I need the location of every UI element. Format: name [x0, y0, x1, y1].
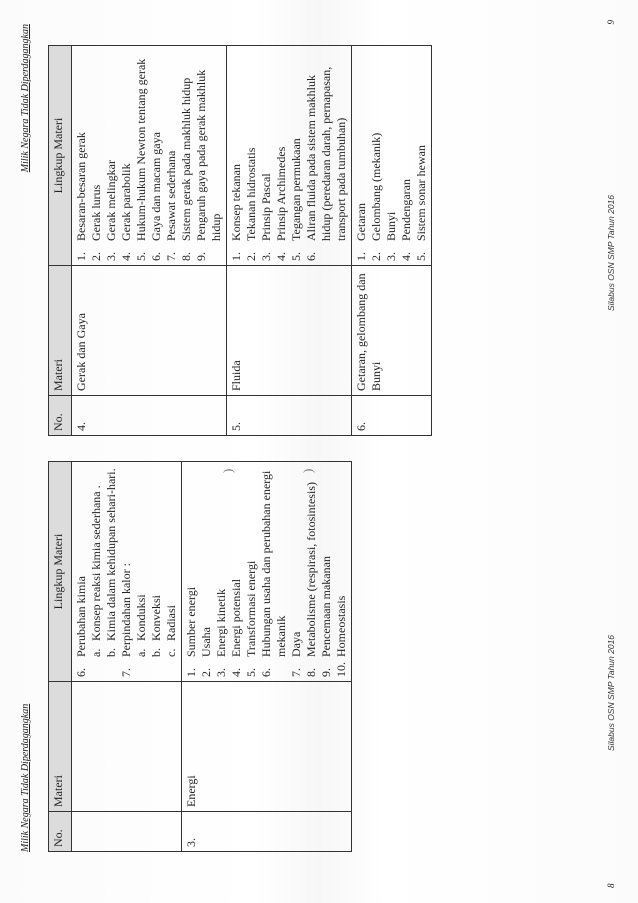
- page-number: 9: [606, 20, 616, 25]
- item-text: [304, 466, 319, 657]
- item-label: Hukum-hukum Newton tentang gerak: [134, 58, 148, 241]
- sub-item: [149, 466, 164, 677]
- item-text: [89, 50, 104, 241]
- materi-cell: Getaran, gelombang dan Bunyi: [352, 266, 432, 396]
- list-item: [354, 50, 369, 261]
- item-text: [164, 50, 179, 241]
- item-text: [134, 50, 149, 241]
- item-number: 2.: [244, 252, 258, 261]
- page-left: [0, 448, 638, 888]
- page-header: Milik Negara Tidak Diperdagangkan: [20, 703, 31, 852]
- list-item: [179, 50, 194, 261]
- item-text: [199, 466, 214, 657]
- sub-item-letter: a.: [89, 648, 103, 657]
- lingkup-cell: [72, 462, 182, 682]
- list-item: [74, 50, 89, 261]
- lingkup-list: [184, 466, 349, 677]
- item-number: 5.: [244, 668, 258, 677]
- item-number: 1.: [74, 252, 88, 261]
- table-row: [227, 46, 352, 436]
- list-item: [274, 50, 289, 261]
- item-number: 4.: [229, 668, 243, 677]
- table-header-row: [49, 462, 72, 852]
- list-item: [384, 50, 399, 261]
- item-label: Energi kinetik: [214, 588, 228, 657]
- list-item: [289, 50, 304, 261]
- item-label: Gerak melingkar: [104, 160, 118, 241]
- materi-cell: Energi: [182, 682, 352, 812]
- item-text: [229, 466, 244, 657]
- item-number: 9.: [194, 252, 208, 261]
- row-number: 6.: [352, 396, 432, 436]
- syllabus-table: [48, 461, 352, 852]
- item-label: Gerak lurus: [89, 184, 103, 241]
- item-number: 1.: [354, 252, 368, 261]
- list-item: [184, 466, 199, 677]
- list-item: [89, 50, 104, 261]
- item-text: [179, 50, 194, 241]
- item-label: Besaran-besaran gerak: [74, 132, 88, 241]
- item-text: [214, 466, 229, 657]
- item-text: [119, 466, 134, 657]
- list-item: [399, 50, 414, 261]
- row-number: 3.: [182, 812, 352, 852]
- table-body: [72, 46, 432, 436]
- syllabus-table: [48, 45, 432, 436]
- list-item: [164, 50, 179, 261]
- item-label: Perubahan kimia: [74, 576, 88, 657]
- item-text: [149, 50, 164, 241]
- item-number: 4.: [399, 252, 413, 261]
- item-text: [369, 50, 384, 241]
- column-header-materi: Materi: [49, 266, 72, 396]
- item-label: Konsep tekanan: [229, 164, 243, 241]
- item-number: 4.: [274, 252, 288, 261]
- item-label: Gelombang (mekanik): [369, 132, 383, 241]
- list-item: [334, 466, 349, 677]
- item-label: Pesawat sederhana: [164, 150, 178, 241]
- materi-cell: Fluida: [227, 266, 352, 396]
- item-text: [244, 50, 259, 241]
- item-label: Usaha: [199, 627, 213, 657]
- item-number: 5.: [414, 252, 428, 261]
- sub-item-text: Konveksi: [149, 595, 163, 641]
- table-row: [72, 46, 227, 436]
- lingkup-list: [74, 50, 224, 261]
- item-label: Homeostasis: [334, 595, 348, 657]
- item-number: 3.: [259, 252, 273, 261]
- lingkup-list: [354, 50, 429, 261]
- list-item: [74, 466, 89, 677]
- item-label: Daya: [289, 631, 303, 657]
- item-number: 3.: [104, 252, 118, 261]
- item-text: [354, 50, 369, 241]
- table-body: [72, 462, 352, 852]
- item-number: 1.: [184, 668, 198, 677]
- item-label: Prinsip Archimedes: [274, 146, 288, 241]
- sub-item: [89, 466, 104, 677]
- list-item: [304, 466, 319, 677]
- list-item: [259, 50, 274, 261]
- item-number: 7.: [119, 668, 133, 677]
- item-number: 4.: [119, 252, 133, 261]
- item-number: 10.: [334, 662, 348, 677]
- item-number: 5.: [134, 252, 148, 261]
- item-number: 1.: [229, 252, 243, 261]
- materi-cell: Gerak dan Gaya: [72, 266, 227, 396]
- item-text: [119, 50, 134, 241]
- materi-cell: [72, 682, 182, 812]
- item-number: 2.: [199, 668, 213, 677]
- item-number: 3.: [384, 252, 398, 261]
- item-number: 5.: [289, 252, 303, 261]
- item-text: [194, 50, 224, 241]
- sub-item-letter: b.: [149, 648, 163, 657]
- page-header: Milik Negara Tidak Diperdagangkan: [20, 24, 31, 173]
- lingkup-list: [74, 466, 179, 677]
- item-label: Metabolisme (respirasi, fotosintesis): [304, 482, 318, 657]
- list-item: [119, 50, 134, 261]
- lingkup-cell: [352, 46, 432, 266]
- item-text: [259, 466, 289, 657]
- item-label: Sistem sonar hewan: [414, 145, 428, 241]
- item-label: Pengaruh gaya pada gerak makhluk hidup: [194, 69, 223, 241]
- item-label: Prinsip Pascal: [259, 173, 273, 241]
- list-item: [149, 50, 164, 261]
- item-text: [74, 466, 89, 657]
- row-number: 5.: [227, 396, 352, 436]
- page-number: 8: [606, 883, 616, 888]
- item-text: [399, 50, 414, 241]
- item-text: [104, 50, 119, 241]
- sub-item-text: Kimia dalam kehidupan sehari-hari.: [104, 468, 118, 641]
- item-number: 6.: [149, 252, 163, 261]
- sub-item-letter: a.: [134, 648, 148, 657]
- column-header-lingkup: Lingkup Materi: [49, 462, 72, 682]
- page-footer: Silabus OSN SMP Tahun 2016: [606, 634, 616, 752]
- item-number: 8.: [179, 252, 193, 261]
- list-item: [104, 50, 119, 261]
- sub-item: [134, 466, 149, 677]
- item-number: 6.: [74, 668, 88, 677]
- lingkup-cell: [227, 46, 352, 266]
- list-item: [199, 466, 214, 677]
- item-text: [304, 50, 349, 241]
- item-label: Pendengaran: [399, 179, 413, 241]
- list-item: [194, 50, 224, 261]
- item-number: 2.: [369, 252, 383, 261]
- page-footer: Silabus OSN SMP Tahun 2016: [606, 194, 616, 312]
- column-header-lingkup: Lingkup Materi: [49, 46, 72, 266]
- list-item: [289, 466, 304, 677]
- column-header-materi: Materi: [49, 682, 72, 812]
- row-number: 4.: [72, 396, 227, 436]
- list-item: [214, 466, 229, 677]
- column-header-no: No.: [49, 396, 72, 436]
- table-header-row: [49, 46, 72, 436]
- sub-item-text: Radiasi: [164, 605, 178, 641]
- list-item: [134, 50, 149, 261]
- sub-item-text: Konduksi: [134, 594, 148, 641]
- item-text: [259, 50, 274, 241]
- item-text: [334, 466, 349, 657]
- item-number: 6.: [304, 252, 318, 261]
- item-text: [184, 466, 199, 657]
- sub-item: [104, 466, 119, 677]
- lingkup-cell: [72, 46, 227, 266]
- binding-hole-mark: ): [300, 468, 315, 473]
- item-text: [384, 50, 399, 241]
- list-item: [319, 466, 334, 677]
- table-row: [352, 46, 432, 436]
- item-text: [229, 50, 244, 241]
- list-item: [304, 50, 349, 261]
- item-label: Gerak parabolik: [119, 163, 133, 241]
- list-item: [119, 466, 134, 677]
- list-item: [229, 50, 244, 261]
- list-item: [369, 50, 384, 261]
- item-label: Hubungan usaha dan perubahan energi mekanik: [259, 470, 288, 657]
- item-label: Bunyi: [384, 211, 398, 241]
- item-label: Tekanan hidrostatis: [244, 147, 258, 241]
- item-label: Aliran fluida pada sistem makhluk hidup (peredaran darah, pernapasan, transport pada tumbuhan): [304, 66, 348, 241]
- item-number: 7.: [164, 252, 178, 261]
- item-text: [414, 50, 429, 241]
- lingkup-cell: [182, 462, 352, 682]
- item-text: [244, 466, 259, 657]
- sub-item-letter: c.: [164, 648, 178, 657]
- sub-item: [164, 466, 179, 677]
- item-label: Sumber energi: [184, 586, 198, 657]
- item-number: 7.: [289, 668, 303, 677]
- lingkup-list: [229, 50, 349, 261]
- item-label: Perpindahan kalor :: [119, 563, 133, 657]
- item-number: 3.: [214, 668, 228, 677]
- item-text: [289, 466, 304, 657]
- list-item: [244, 50, 259, 261]
- item-text: [289, 50, 304, 241]
- list-item: [414, 50, 429, 261]
- sub-item-text: Konsep reaksi kimia sederhana .: [89, 485, 103, 641]
- item-number: 8.: [304, 668, 318, 677]
- page-right: [0, 8, 638, 448]
- list-item: [229, 466, 244, 677]
- item-label: Gaya dan macam gaya: [149, 132, 163, 241]
- binding-hole-mark: ): [220, 468, 235, 473]
- item-text: [274, 50, 289, 241]
- item-label: Tegangan permukaan: [289, 138, 303, 241]
- item-text: [319, 466, 334, 657]
- item-label: Energi potensial: [229, 578, 243, 657]
- list-item: [259, 466, 289, 677]
- item-number: 9.: [319, 668, 333, 677]
- column-header-no: No.: [49, 812, 72, 852]
- item-label: Getaran: [354, 203, 368, 241]
- item-text: [74, 50, 89, 241]
- row-number: [72, 812, 182, 852]
- table-row: [72, 462, 182, 852]
- item-label: Pencemaan makanan: [319, 556, 333, 657]
- table-row: [182, 462, 352, 852]
- item-number: 6.: [259, 668, 273, 677]
- list-item: [244, 466, 259, 677]
- item-label: Sistem gerak pada makhluk hidup: [179, 77, 193, 241]
- item-number: 2.: [89, 252, 103, 261]
- item-label: Transformasi energi: [244, 560, 258, 657]
- sub-item-letter: b.: [104, 648, 118, 657]
